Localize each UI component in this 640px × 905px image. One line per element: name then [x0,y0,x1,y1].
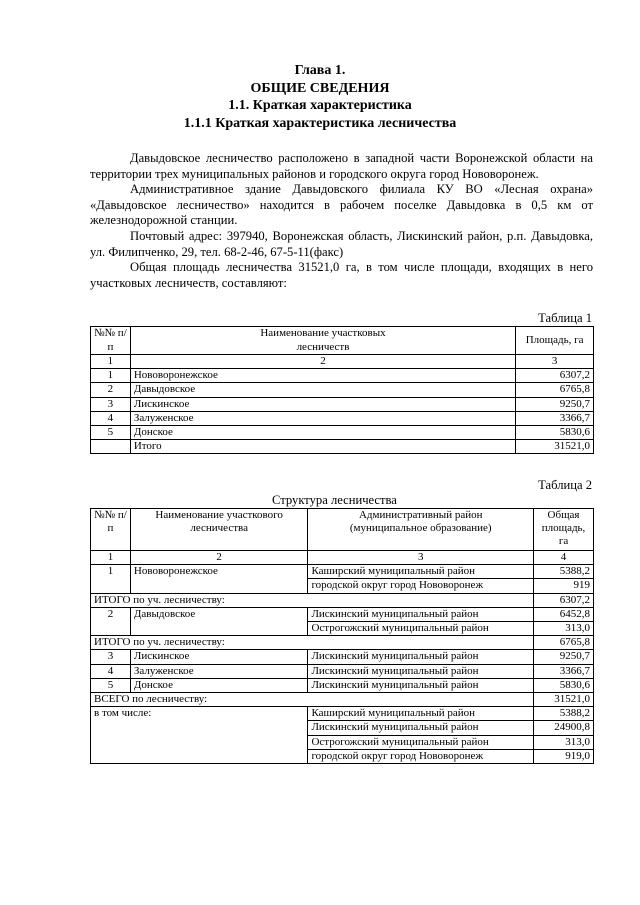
grand-total-row [91,693,594,707]
row-num: 2 [91,383,131,397]
row-name: Давыдовское [130,607,308,635]
row-name: Давыдовское [130,383,515,397]
row-name: Лискинское [130,397,515,411]
row-district: Лискинский муниципальный район [308,664,534,678]
row-area: 6307,2 [516,369,594,383]
table-row [91,397,594,411]
subtotal-label: ИТОГО по уч. лесничеству: [91,593,534,607]
colnum-cell: 3 [308,551,534,565]
subtotal-area: 6765,8 [534,636,594,650]
table-row [91,607,594,621]
row-name: Нововоронежское [130,565,308,593]
chapter-title: ОБЩИЕ СВЕДЕНИЯ [250,80,390,96]
paragraph-area: Общая площадь лесничества 31521,0 га, в том числе площади, входящих в него участковых лесничеств, составляют: [90,260,593,290]
table-header-row [91,509,594,551]
row-district: Лискинский муниципальный район [308,650,534,664]
row-area: 919 [534,579,594,593]
header-num: №№ п/п [91,509,131,551]
row-area: 5388,2 [534,565,594,579]
row-name: Донское [130,678,308,692]
row-area: 919,0 [534,749,594,763]
paragraph-location: Давыдовское лесничество расположено в западной части Воронежской области на территории трех муниципальных районов и городского округа город Нововоронеж. [90,151,593,181]
table2-caption: Таблица 2 [538,478,592,492]
table-row [91,678,594,692]
paragraph-office: Административное здание Давыдовского филиала КУ ВО «Лесная охрана» «Давыдовское лесничество» находится в рабочем поселке Давыдовка в 0,5 км от железнодорожной станции. [90,182,593,228]
header-name: Наименование участкового лесничества [130,509,308,551]
table-total-row [91,440,594,454]
chapter-label: Глава 1. [294,63,346,78]
row-name: Залуженское [130,411,515,425]
table2-title: Структура лесничества [272,493,397,507]
total-area: 31521,0 [516,440,594,454]
row-num: 3 [91,397,131,411]
included-label: в том числе: [91,707,308,764]
header-name: Наименование участковых лесничеств [130,327,515,355]
grand-total-area: 31521,0 [534,693,594,707]
row-area: 9250,7 [534,650,594,664]
table-row [91,664,594,678]
section-title: 1.1. Краткая характеристика [228,98,412,113]
subtotal-row [91,636,594,650]
subtotal-label: ИТОГО по уч. лесничеству: [91,636,534,650]
header-district: Административный район (муниципальное образование) [308,509,534,551]
row-name: Лискинское [130,650,308,664]
paragraph-address: Почтовый адрес: 397940, Воронежская область, Лискинский район, р.п. Давыдовка, ул. Филипченко, 29, тел. 68-2-46, 67-5-11(факс) [90,228,593,259]
row-num: 2 [91,607,131,635]
row-num: 4 [91,664,131,678]
row-num: 4 [91,411,131,425]
row-area: 3366,7 [516,411,594,425]
subtotal-area: 6307,2 [534,593,594,607]
colnum-cell: 2 [130,355,515,369]
row-num: 3 [91,650,131,664]
row-area: 313,0 [534,622,594,636]
row-name: Донское [130,426,515,440]
row-district: Острогожский муниципальный район [308,622,534,636]
subtotal-row [91,593,594,607]
row-num: 5 [91,678,131,692]
row-district: Каширский муниципальный район [308,565,534,579]
table-row [91,426,594,440]
subsection-title: 1.1.1 Краткая характеристика лесничества [183,115,457,131]
row-area: 6765,8 [516,383,594,397]
table-row [91,369,594,383]
row-name: Нововоронежское [130,369,515,383]
colnum-cell: 1 [91,551,131,565]
colnum-cell: 4 [534,551,594,565]
row-district: городской округ город Нововоронеж [308,579,534,593]
table-forestry-areas [90,326,594,454]
row-area: 5830,6 [516,426,594,440]
row-num: 5 [91,426,131,440]
row-area: 3366,7 [534,664,594,678]
table-row [91,411,594,425]
row-num: 1 [91,369,131,383]
colnum-cell: 2 [130,551,308,565]
table-colnum-row [91,355,594,369]
table1-caption: Таблица 1 [538,311,592,325]
row-area: 5388,2 [534,707,594,721]
row-district: Каширский муниципальный район [308,707,534,721]
row-district: Лискинский муниципальный район [308,721,534,735]
table-colnum-row [91,551,594,565]
colnum-cell: 3 [516,355,594,369]
row-name: Залуженское [130,664,308,678]
table-forestry-structure [90,508,594,764]
row-area: 6452,8 [534,607,594,621]
total-label: Итого [130,440,515,454]
row-district: городской округ город Нововоронеж [308,749,534,763]
grand-total-label: ВСЕГО по лесничеству: [91,693,534,707]
colnum-cell: 1 [91,355,131,369]
row-area: 24900,8 [534,721,594,735]
header-area: Площадь, га [516,327,594,355]
row-district: Острогожский муниципальный район [308,735,534,749]
header-num: №№ п/п [91,327,131,355]
header-area: Общая площадь, га [534,509,594,551]
chapter-headings [0,62,640,132]
row-area: 313,0 [534,735,594,749]
row-area: 5830,6 [534,678,594,692]
row-num: 1 [91,565,131,593]
row-area: 9250,7 [516,397,594,411]
table-row [91,650,594,664]
table-row [91,565,594,579]
row-district: Лискинский муниципальный район [308,678,534,692]
row-district: Лискинский муниципальный район [308,607,534,621]
table-row [91,707,594,721]
empty-cell [91,440,131,454]
table-row [91,383,594,397]
table-header-row [91,327,594,355]
body-text [90,151,593,291]
